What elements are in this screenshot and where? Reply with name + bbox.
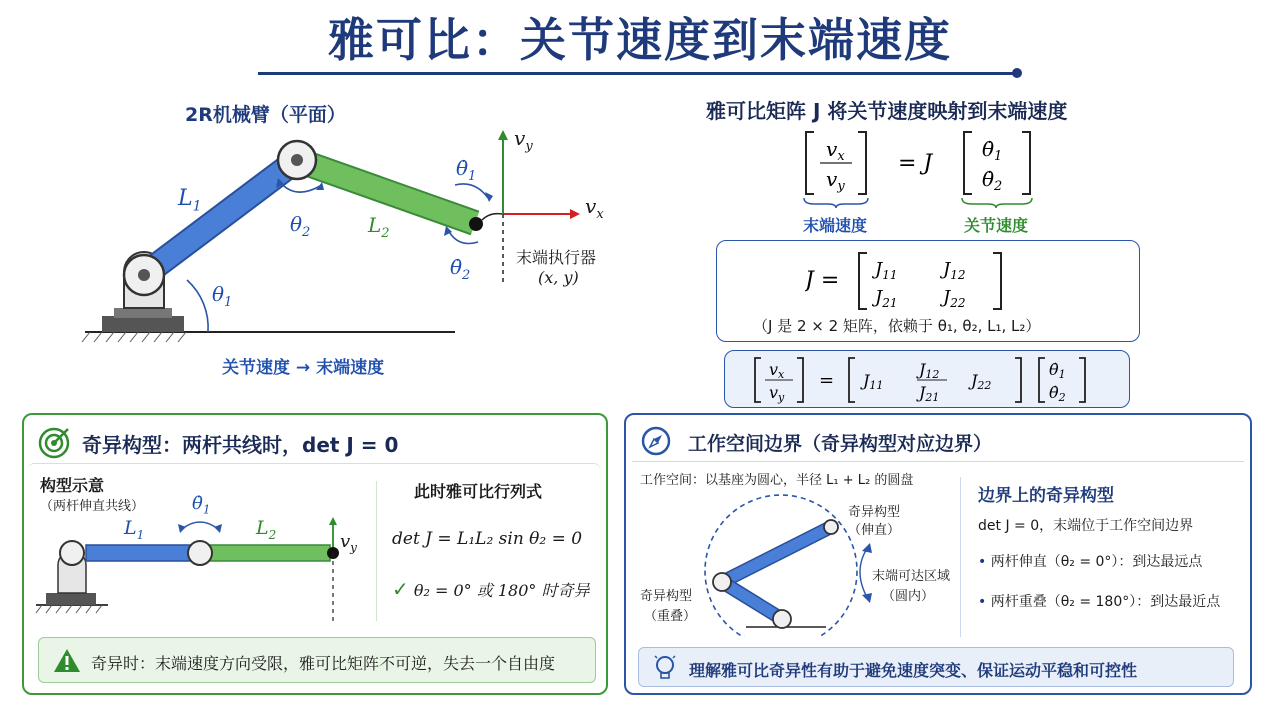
svg-text:= J: = J bbox=[898, 151, 933, 176]
theta1dot-arc bbox=[455, 184, 488, 198]
folded-label-2: （重叠） bbox=[644, 609, 697, 624]
svg-text:θ̇1: $\thetȧ_1$ bbox=[982, 137, 1003, 164]
svg-text:J12: $J_{12}$ bbox=[943, 259, 966, 282]
label-theta2dot: $\thetȧ_2$ bbox=[450, 255, 471, 283]
end-effector-coords: (x, y) bbox=[538, 268, 579, 287]
target-icon bbox=[38, 425, 72, 459]
label-L2: $L_2$ bbox=[368, 213, 390, 241]
svg-text:J21: $J_{21}$ bbox=[875, 287, 898, 310]
brace-label-end-velocity: 末端速度 bbox=[803, 216, 868, 235]
jacobian-heading: 雅可比矩阵 J 将关节速度映射到末端速度 bbox=[706, 99, 1068, 123]
singular-label-theta1dot: $\thetȧ_1$ bbox=[192, 493, 211, 517]
link1 bbox=[144, 160, 297, 275]
warning-icon bbox=[53, 648, 81, 674]
check-icon: ✓ bbox=[392, 577, 409, 601]
singular-label-L1: $L_1$ bbox=[124, 517, 145, 542]
end-effector-dot bbox=[469, 217, 483, 231]
label-theta2: $\theta_2$ bbox=[290, 212, 311, 240]
jacobian-definition-box bbox=[716, 240, 1140, 342]
jacobian-expanded-box bbox=[724, 350, 1130, 408]
jacobian-note: （J 是 2 × 2 矩阵，依赖于 θ₁, θ₂, L₁, L₂） bbox=[753, 317, 1041, 335]
title-underline-dot bbox=[1012, 68, 1022, 78]
workspace-panel bbox=[624, 413, 1252, 695]
folded-label-1: 奇异构型 bbox=[640, 589, 693, 604]
workspace-tip-text: 理解雅可比奇异性有助于避免速度突变、保证运动平稳和可控性 bbox=[689, 661, 1138, 680]
singular-config-diagram bbox=[32, 513, 372, 623]
reach-label-1: 末端可达区域 bbox=[872, 569, 951, 584]
svg-text:J21: J21 bbox=[919, 383, 940, 404]
arm-heading: 2R机械臂（平面） bbox=[185, 104, 346, 126]
workspace-rule bbox=[632, 461, 1244, 462]
svg-text:vy: vy bbox=[769, 383, 785, 404]
reach-label-2: （圆内） bbox=[882, 589, 935, 604]
singular-warning-text: 奇异时：末端速度方向受限，雅可比矩阵不可逆，失去一个自由度 bbox=[91, 654, 556, 673]
singular-panel bbox=[22, 413, 608, 695]
label-vx: $v_x$ bbox=[585, 194, 604, 222]
workspace-desc: 工作空间：以基座为圆心，半径 L₁ + L₂ 的圆盘 bbox=[640, 473, 914, 488]
straight-label-2: （伸直） bbox=[848, 523, 901, 538]
theta1-arc bbox=[187, 280, 208, 332]
singular-label-vy: $v_y$ bbox=[340, 531, 357, 555]
svg-text:vx: $v_x$ bbox=[826, 137, 845, 164]
joint2-pin bbox=[291, 154, 303, 166]
straight-label-1: 奇异构型 bbox=[848, 505, 901, 520]
jacobian-equation bbox=[790, 124, 1060, 208]
boundary-bullet-2: • 两杆重叠（θ₂ = 180°）：到达最近点 bbox=[978, 594, 1221, 610]
det-title: 此时雅可比行列式 bbox=[414, 482, 543, 501]
boundary-desc: det J = 0，末端位于工作空间边界 bbox=[978, 518, 1194, 534]
svg-text:θ̇2: $\thetȧ_2$ bbox=[982, 167, 1003, 194]
singular-condition: ✓ θ₂ = 0° 或 180° 时奇异 bbox=[392, 577, 590, 601]
title-underline bbox=[258, 72, 1018, 75]
singular-link2 bbox=[210, 545, 330, 561]
svg-text:θ̇2: θ̇2 bbox=[1049, 383, 1066, 404]
end-effector-stub bbox=[482, 214, 502, 220]
label-theta1dot: $\thetȧ_1$ bbox=[456, 156, 477, 184]
label-theta1: $\theta_1$ bbox=[212, 282, 233, 310]
svg-text:=: = bbox=[819, 370, 835, 391]
label-L1: $L_1$ bbox=[178, 186, 202, 215]
svg-text:θ̇1: θ̇1 bbox=[1049, 360, 1066, 381]
arm-caption: 关节速度 → 末端速度 bbox=[222, 358, 385, 378]
ground-hatch bbox=[82, 332, 186, 342]
brace-label-joint-velocity: 关节速度 bbox=[964, 216, 1029, 235]
label-vy: $v_y$ bbox=[514, 126, 533, 154]
det-formula: det J = L₁L₂ sin θ₂ = 0 bbox=[392, 529, 583, 549]
singular-warning-box bbox=[38, 637, 596, 683]
jacobian-matrix bbox=[805, 247, 1045, 313]
singular-divider bbox=[376, 481, 377, 621]
svg-text:vy: $v_y$ bbox=[826, 167, 845, 194]
singular-link1 bbox=[86, 545, 196, 561]
lightbulb-icon bbox=[653, 654, 677, 682]
workspace-divider bbox=[960, 477, 961, 637]
base-block bbox=[114, 308, 172, 318]
page-title: 雅可比：关节速度到末端速度 bbox=[328, 13, 952, 67]
singular-diagram-subtitle: （两杆伸直共线） bbox=[40, 499, 145, 514]
boundary-title: 边界上的奇异构型 bbox=[978, 486, 1114, 506]
workspace-tip-box bbox=[638, 647, 1234, 687]
compass-icon bbox=[640, 425, 672, 457]
svg-text:vx: vx bbox=[769, 360, 785, 381]
workspace-heading: 工作空间边界（奇异构型对应边界） bbox=[688, 433, 993, 455]
boundary-bullet-1: • 两杆伸直（θ₂ = 0°）：到达最远点 bbox=[978, 554, 1203, 570]
singular-diagram-title: 构型示意 bbox=[40, 476, 105, 495]
svg-text:J22: J22 bbox=[971, 371, 992, 392]
jacobian-expanded-equation bbox=[747, 354, 1117, 406]
svg-text:J =: J = bbox=[805, 268, 840, 293]
end-effector-label: 末端执行器 bbox=[516, 248, 597, 267]
svg-text:J12: J12 bbox=[919, 360, 940, 381]
singular-heading: 奇异构型：两杆共线时，det J = 0 bbox=[82, 433, 399, 457]
singular-label-L2: $L_2$ bbox=[256, 517, 277, 542]
joint1-pin bbox=[138, 269, 150, 281]
svg-text:J11: J11 bbox=[863, 371, 884, 392]
svg-text:J22: $J_{22}$ bbox=[943, 287, 966, 310]
base-plate bbox=[102, 316, 184, 332]
svg-text:J11: $J_{11}$ bbox=[875, 259, 898, 282]
